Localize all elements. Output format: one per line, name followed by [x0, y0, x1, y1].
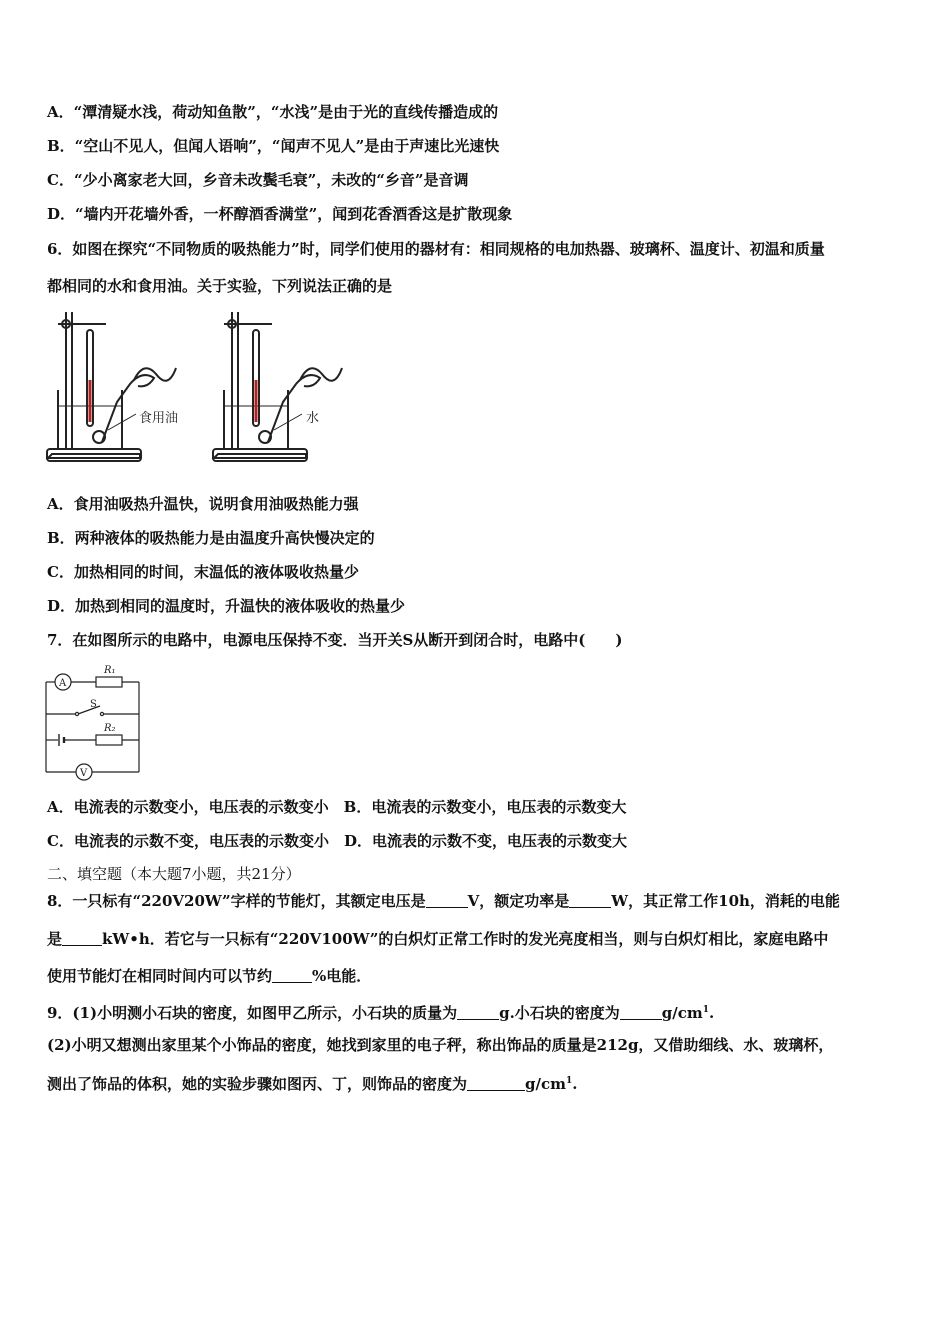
q9-line3: 测出了饰品的体积，她的实验步骤如图丙、丁，则饰品的密度为 $g/cm^1$.: [47, 1075, 578, 1093]
r2-label: R₂: [104, 723, 116, 734]
q5-option-b: B．“空山不见人，但闻人语响”，“闻声不见人”是由于声速比光速快: [47, 137, 500, 155]
q8-blank-percent[interactable]: [272, 968, 312, 983]
q6-option-a: A．食用油吸热升温快，说明食用油吸热能力强: [47, 495, 359, 513]
q6-stem-line1: 6．如图在探究“不同物质的吸热能力”时，同学们使用的器材有：相同规格的电加热器、玻璃杯、温度计、初温和质量: [47, 240, 825, 258]
section-title: 二、填空题（本大题7小题，共21分）: [47, 865, 301, 883]
r1-label: R₁: [104, 665, 116, 676]
voltmeter-label: V: [80, 768, 88, 779]
q9-line2: (2)小明又想测出家里某个小饰品的密度，她找到家里的电子秤，称出饰品的质量是212g，又借助细线、水、玻璃杯，: [47, 1036, 834, 1054]
q7-options-ab: A．电流表的示数变小，电压表的示数变小 B．电流表的示数变小，电压表的示数变大: [47, 798, 627, 816]
q6-option-c: C．加热相同的时间，末温低的液体吸收热量少: [47, 563, 359, 581]
oil-label: 食用油: [139, 411, 179, 426]
q6-option-d: D．加热到相同的温度时，升温快的液体吸收的热量少: [47, 597, 406, 615]
q7-options-cd: C．电流表的示数不变，电压表的示数变小 D．电流表的示数不变，电压表的示数变大: [47, 832, 627, 850]
heating-experiment-figure: [44, 310, 344, 470]
q9-blank-density[interactable]: [620, 1005, 662, 1020]
q9-blank-ornament-density[interactable]: [467, 1076, 525, 1091]
q7-stem: 7．在如图所示的电路中，电源电压保持不变．当开关S从断开到闭合时，电路中( ): [47, 631, 623, 649]
q8-line1: 8．一只标有“220V20W”字样的节能灯，其额定电压是 V，额定功率是 W，其正常工作10h，消耗的电能: [47, 892, 840, 910]
ammeter-label: A: [59, 678, 67, 689]
q8-blank-voltage[interactable]: [426, 893, 468, 908]
q8-blank-power[interactable]: [569, 893, 611, 908]
q5-option-a: A．“潭清疑水浅，荷动知鱼散”，“水浅”是由于光的直线传播造成的: [47, 103, 499, 121]
q5-option-c: C．“少小离家老大回，乡音未改鬓毛衰”，未改的“乡音”是音调: [47, 171, 469, 189]
q8-line3: 使用节能灯在相同时间内可以节约 %电能．: [47, 967, 372, 985]
q6-option-b: B．两种液体的吸热能力是由温度升高快慢决定的: [47, 529, 375, 547]
circuit-diagram: [42, 662, 152, 782]
q9-blank-mass[interactable]: [457, 1005, 499, 1020]
q8-blank-energy[interactable]: [62, 931, 102, 946]
water-label: 水: [306, 411, 320, 426]
q9-line1: 9．(1)小明测小石块的密度，如图甲乙所示，小石块的质量为 g.小石块的密度为 $g/cm^1$.: [47, 1004, 715, 1022]
q8-line2: 是 kW•h．若它与一只标有“220V100W”的白炽灯正常工作时的发光亮度相当，则与白炽灯相比，家庭电路中: [47, 930, 829, 948]
switch-label: S: [90, 699, 97, 710]
q6-stem-line2: 都相同的水和食用油。关于实验，下列说法正确的是: [47, 277, 393, 295]
q5-option-d: D．“墙内开花墙外香，一杯醇酒香满堂”，闻到花香酒香这是扩散现象: [47, 205, 513, 223]
